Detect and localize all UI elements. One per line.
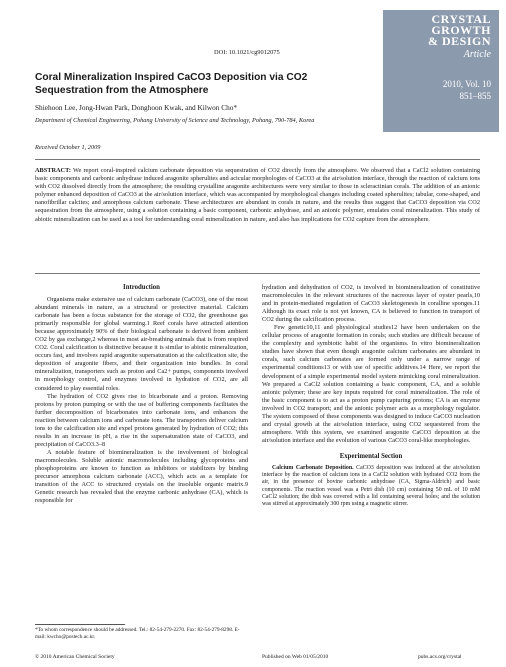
journal-url[interactable]: pubs.acs.org/crystal xyxy=(418,654,462,660)
received-date: Received October 1, 2009 xyxy=(35,144,101,151)
doi[interactable]: DOI: 10.1021/cg9012075 xyxy=(214,49,280,56)
paragraph: hydration and dehydration of CO2, is involved in biomineralization of constitutive macromolecules in the relevant structures of the nacreous layer of oyster pearls,10 and in protein-mediated regulation of CaCO3 skeletogenesis in coralline sponges.11 Although its exact role is not yet known, CA is believed to function in transport of CO2 during the calcification process. xyxy=(262,284,480,324)
journal-logo xyxy=(383,10,499,132)
experimental-subheading: Calcium Carbonate Deposition. xyxy=(272,464,354,471)
paragraph: Organisms make extensive use of calcium carbonate (CaCO3), one of the most abundant minerals in nature, as a structural or protective material. Calcium carbonate has been a focus substance for the storage of CO2, the greenhouse gas primarily responsible for global warming.1 Reef corals have attracted attention because approximately 90% of their biological carbonate is derived from ambient CO2 by gas exchange,2 whereas in most air-breathing animals that is from respired CO2. Coral calcification is distinctive because it is similar to abiotic mineralization, occurs fast, and involves rapid aragonite supersaturation at the calcification site, the deposition of aragonite fibers, and their organization into bundles. In coral mineralization, transporters such as proton and Ca2+ pumps, components involved in morphology control, and enzymes involved in hydration of CO2, are all considered to play essential roles. xyxy=(35,296,248,392)
column-right xyxy=(262,284,480,508)
paragraph: A notable feature of biomineralization is the involvement of biological macromolecules. Soluble anionic macromolecules including glycoproteins and phosphoproteins are known to function as inhibitors or stabilizers by binding precursor amorphous calcium carbonate (ACC), which acts as a template for transition of the ACC to structured crystals on the insoluble organic matrix.9 Genetic research has revealed that the enzyme carbonic anhydrase (CA), which is responsible for xyxy=(35,448,248,505)
article-title: Coral Mineralization Inspired CaCO3 Deposition via CO2 Sequestration from the Atmosphere xyxy=(35,72,308,96)
article-type: Article xyxy=(463,49,491,60)
abstract-text: We report coral-inspired calcium carbonate deposition via sequestration of CO2 directly from the atmosphere. We observed that a CaCl2 solution containing basic components and carbonic anhydrase induced aragonite spherulites and acicular morphologies of CaCO3 at the air/solution interface, through the reaction of calcium ions with CO2 dissolved directly from the atmosphere; the resulting crystalline aragonite architectures were very similar to those in scleractinian corals. The addition of an anionic polymer enhanced deposition of CaCO3 at the air/solution interface, which was accompanied by morphological changes including coated spherulites; tabular, cone-shaped, and nanofibrillar calcites; and amorphous calcium carbonate. These architectures are abundant in corals in nature, and the results thus suggest that CaCO3 deposition via CO2 sequestration from the atmosphere, using a solution containing a basic component, carbonic anhydrase, and an anionic polymer, emulates coral mineralization. This study of abiotic mineralization can be used as a tool for understanding coral mineralization in nature, and also has implications for CO2 capture from the atmosphere. xyxy=(35,167,480,223)
year-volume: 2010, Vol. 10 xyxy=(442,79,491,89)
paragraph: The hydration of CO2 gives rise to bicarbonate and a proton. Removing protons by proton pumping or with the use of buffering components facilitates the further decomposition of bicarbonates into carbonate ions, and enhances the reaction between calcium ions and carbonate ions. The transporters deliver calcium ions to the calcification site and expel protons generated by hydration of CO2; this results in an increase in pH, a rise in the supersaturation state of CaCO3, and precipitation of CaCO3.3–8 xyxy=(35,392,248,448)
paragraph: Few genetic10,11 and physiological studies12 have been undertaken on the cellular process of aragonite formation in corals; such studies are difficult because of the complexity and symbiotic habit of the organisms. In vitro biomineralization studies have shown that even though aragonite calcium carbonates are abundant in corals, such calcium carbonates are formed only under a narrow range of experimental conditions13 or with use of specific additives.14 Here, we report the development of a simple experimental model system mimicking coral mineralization. We prepared a CaCl2 solution containing a basic component, CA, and a soluble anionic polymer; these are key inputs required for coral mineralization. The role of the basic component is to act as a proton pump capturing protons; CA is an enzyme involved in CO2 transport; and the anionic polymer acts as a morphology regulator. The system composed of these components was designed to induce CaCO3 nucleation and crystal growth at the air/solution interface, using CO2 sequestered from the atmosphere. With this system, we examined aragonite CaCO3 deposition at the air/solution interface and the evolution of various CaCO3 coral-like morphologies. xyxy=(262,324,480,444)
abstract xyxy=(35,167,480,224)
authors: Shiehoon Lee, Jong-Hwan Park, Donghoon Kwak, and Kilwon Cho* xyxy=(35,103,238,112)
introduction-heading: Introduction xyxy=(123,284,160,291)
abstract-label: ABSTRACT: xyxy=(35,167,71,174)
footnote-rule xyxy=(35,624,125,625)
experimental-text xyxy=(262,465,480,508)
affiliation: Department of Chemical Engineering, Pohang University of Science and Technology, Pohang, 790-784, Korea xyxy=(35,117,315,124)
journal-name-line1: CRYSTAL xyxy=(431,12,491,26)
page-range: 851–855 xyxy=(459,91,491,101)
column-left xyxy=(35,296,248,505)
abstract-top-rule xyxy=(35,159,480,160)
copyright: © 2010 American Chemical Society xyxy=(35,654,115,660)
journal-name-line3: & DESIGN xyxy=(427,34,491,48)
experimental-heading: Experimental Section xyxy=(339,452,403,460)
published-date: Published on Web 01/05/2010 xyxy=(262,654,329,660)
correspondence-footnote: *To whom correspondence should be addressed. Tel.: 82-54-279-2270. Fax: 82-54-279-8298. E-mail: kwcho@postech.ac.kr. xyxy=(35,627,240,640)
journal-name-line2: GROWTH xyxy=(431,23,491,37)
abstract-bottom-rule xyxy=(35,273,480,274)
experimental-body: CaCO3 deposition was induced at the air/solution interface by the reaction of calcium ions in a CaCl2 solution with hydrated CO2 from the air, in the presence of bovine carbonic anhydrase (CA, Sigma-Aldrich) and basic components. The reaction vessel was a Petri dish (10 cm) containing 50 mL of 10 mM CaCl2 solution; the dish was covered with a lid containing several holes; and the solution was stirred at approximately 300 rpm using a magnetic stirrer. xyxy=(262,464,480,507)
